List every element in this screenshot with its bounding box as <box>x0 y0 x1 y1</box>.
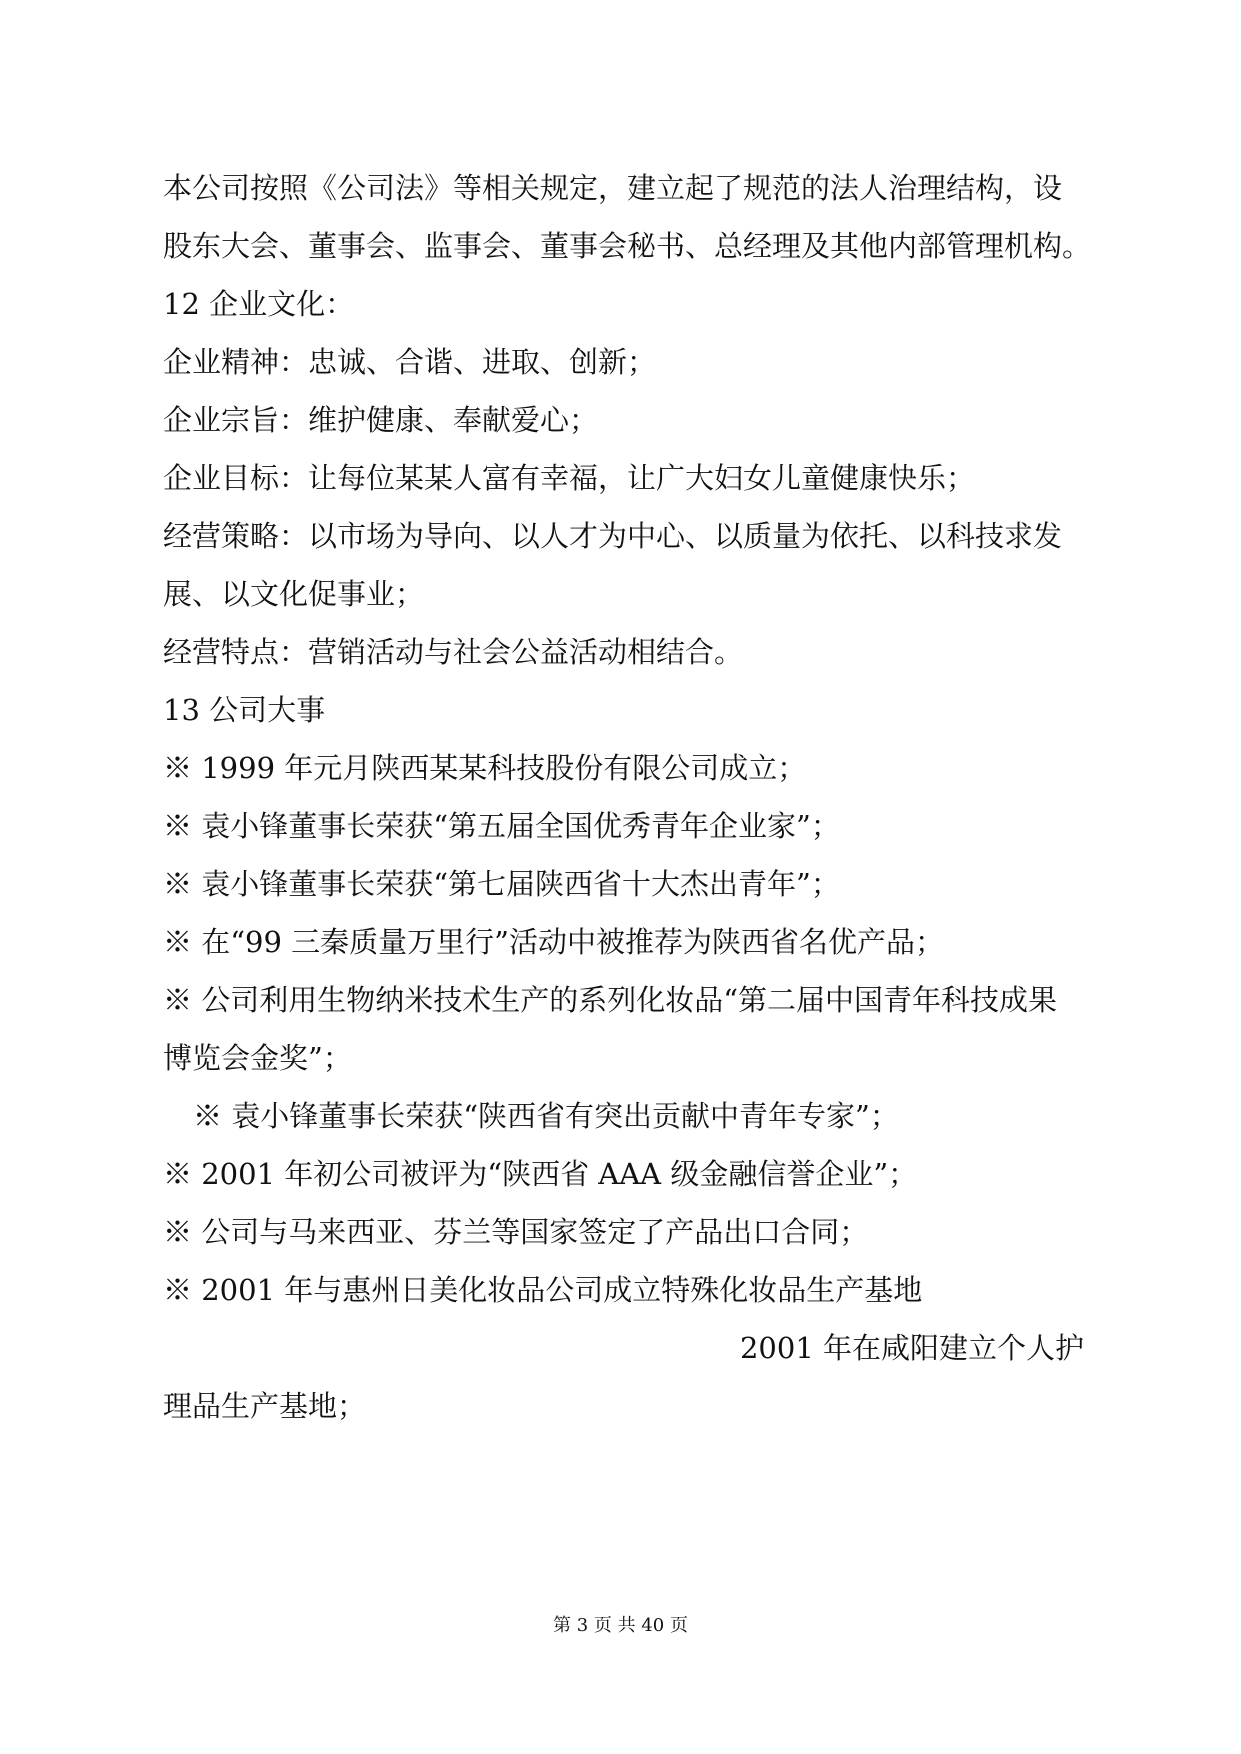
event-item: ※ 2001 年初公司被评为“陕西省 AAA 级金融信誉企业”； <box>163 1157 918 1191</box>
event-item: ※ 2001 年与惠州日美化妆品公司成立特殊化妆品生产基地 <box>163 1273 923 1307</box>
culture-goal: 企业目标：让每位某某人富有幸福，让广大妇女儿童健康快乐； <box>163 461 976 495</box>
event-item-right-aligned: 2001 年在咸阳建立个人护 <box>739 1331 1084 1365</box>
event-item: ※ 公司与马来西亚、芬兰等国家签定了产品出口合同； <box>163 1215 869 1249</box>
event-item: ※ 袁小锋董事长荣获“陕西省有突出贡献中青年专家”； <box>193 1099 899 1133</box>
event-item: ※ 公司利用生物纳米技术生产的系列化妆品“第二届中国青年科技成果 <box>163 983 1058 1017</box>
paragraph-governance-line-1: 本公司按照《公司法》等相关规定，建立起了规范的法人治理结构，设 <box>163 171 1063 205</box>
event-item: ※ 袁小锋董事长荣获“第五届全国优秀青年企业家”； <box>163 809 840 843</box>
event-item: ※ 袁小锋董事长荣获“第七届陕西省十大杰出青年”； <box>163 867 840 901</box>
event-item: ※ 在“99 三秦质量万里行”活动中被推荐为陕西省名优产品； <box>163 925 944 959</box>
culture-strategy-line-2: 展、以文化促事业； <box>163 577 425 611</box>
section-heading-company-events: 13 公司大事 <box>163 693 326 727</box>
event-item: ※ 1999 年元月陕西某某科技股份有限公司成立； <box>163 751 807 785</box>
page-footer: 第 3 页 共 40 页 <box>553 1615 688 1636</box>
paragraph-governance-line-2: 股东大会、董事会、监事会、董事会秘书、总经理及其他内部管理机构。 <box>163 229 1092 263</box>
event-item-continuation: 博览会金奖”； <box>163 1041 352 1075</box>
culture-strategy-line-1: 经营策略：以市场为导向、以人才为中心、以质量为依托、以科技求发 <box>163 519 1063 553</box>
event-item-continuation: 理品生产基地； <box>163 1389 367 1423</box>
culture-spirit: 企业精神：忠诚、合谐、进取、创新； <box>163 345 657 379</box>
culture-purpose: 企业宗旨：维护健康、奉献爱心； <box>163 403 599 437</box>
culture-characteristics: 经营特点：营销活动与社会公益活动相结合。 <box>163 635 744 669</box>
section-heading-corporate-culture: 12 企业文化： <box>163 287 355 321</box>
